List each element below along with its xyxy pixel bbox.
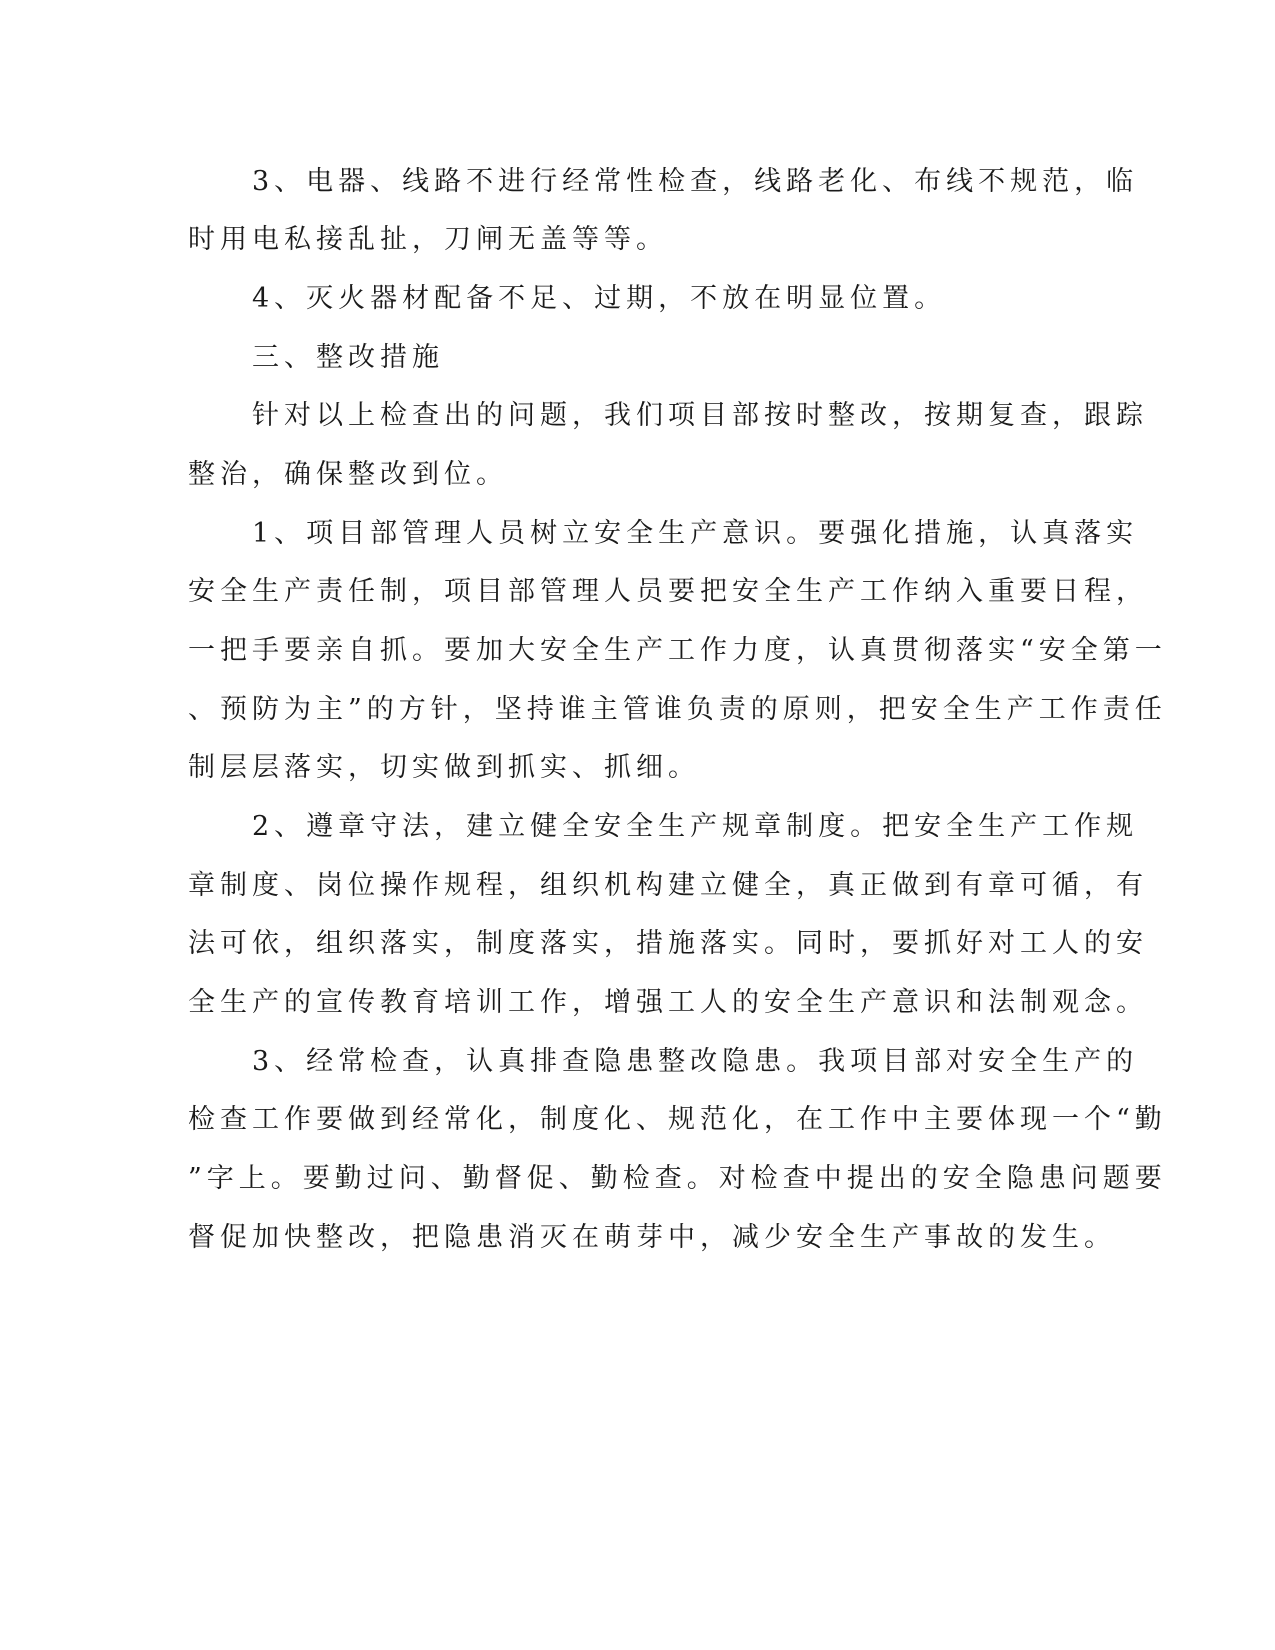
- text-line: 1、项目部管理人员树立安全生产意识。要强化措施，认真落实: [252, 518, 1139, 549]
- text-line: 章制度、岗位操作规程，组织机构建立健全，真正做到有章可循，有: [188, 870, 1148, 901]
- text-line: 检查工作要做到经常化，制度化、规范化，在工作中主要体现一个“勤: [188, 1104, 1167, 1135]
- text-line: 时用电私接乱扯，刀闸无盖等等。: [188, 224, 668, 255]
- text-line: 、预防为主”的方针，坚持谁主管谁负责的原则，把安全生产工作责任: [188, 694, 1167, 725]
- text-line: 整治，确保整改到位。: [188, 459, 508, 490]
- section-heading: 三、整改措施: [252, 342, 444, 373]
- text-line: ”字上。要勤过问、勤督促、勤检查。对检查中提出的安全隐患问题要: [188, 1163, 1167, 1194]
- text-line: 全生产的宣传教育培训工作，增强工人的安全生产意识和法制观念。: [188, 987, 1148, 1018]
- text-line: 法可依，组织落实，制度落实，措施落实。同时，要抓好对工人的安: [188, 928, 1148, 959]
- text-line: 一把手要亲自抓。要加大安全生产工作力度，认真贯彻落实“安全第一: [188, 635, 1167, 666]
- text-line: 安全生产责任制，项目部管理人员要把安全生产工作纳入重要日程，: [188, 576, 1148, 607]
- text-line: 针对以上检查出的问题，我们项目部按时整改，按期复查，跟踪: [252, 400, 1148, 431]
- text-line: 4、灭火器材配备不足、过期，不放在明显位置。: [252, 283, 947, 314]
- text-line: 督促加快整改，把隐患消灭在萌芽中，减少安全生产事故的发生。: [188, 1222, 1116, 1253]
- text-line: 制层层落实，切实做到抓实、抓细。: [188, 752, 700, 783]
- text-line: 3、电器、线路不进行经常性检查，线路老化、布线不规范，临: [252, 166, 1139, 197]
- text-line: 2、遵章守法，建立健全安全生产规章制度。把安全生产工作规: [252, 811, 1139, 842]
- text-line: 3、经常检查，认真排查隐患整改隐患。我项目部对安全生产的: [252, 1046, 1139, 1077]
